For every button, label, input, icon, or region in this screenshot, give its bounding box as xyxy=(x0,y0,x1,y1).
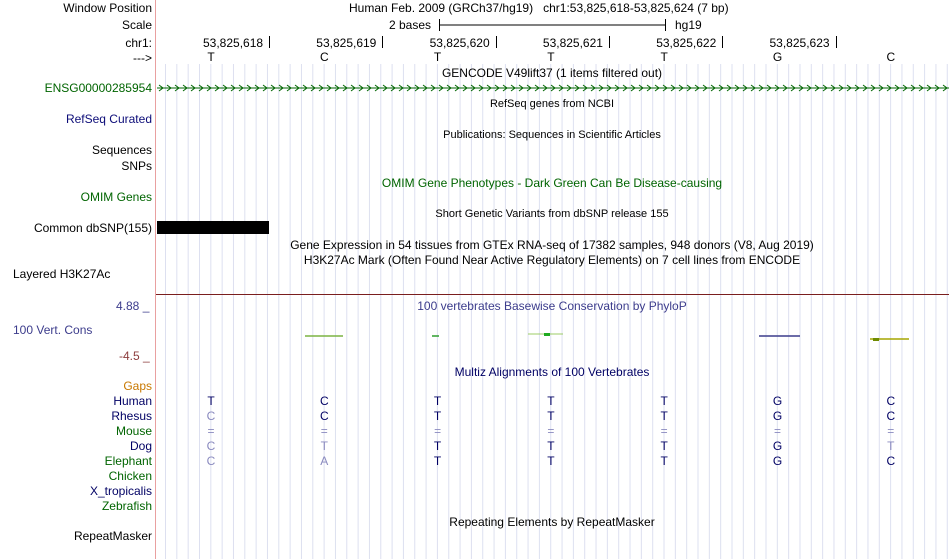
dbsnp-track-label[interactable]: Common dbSNP(155) xyxy=(33,221,152,235)
ruler-position-label: 53,825,623 xyxy=(769,36,830,50)
ruler-position-label: 53,825,618 xyxy=(203,36,264,50)
alignment-base: = xyxy=(320,424,328,438)
gtex-track-title[interactable]: Gene Expression in 54 tissues from GTEx RNA-seq of 17382 samples, 948 donors (V8, Aug 2019) xyxy=(290,238,814,252)
conservation-min-label: -4.5 _ xyxy=(119,349,150,363)
alignment-base: T xyxy=(547,394,555,408)
gencode-gene-label[interactable]: ENSG00000285954 xyxy=(44,81,152,95)
alignment-base: = xyxy=(887,424,895,438)
ruler-position-label: 53,825,622 xyxy=(656,36,717,50)
species-label[interactable]: Elephant xyxy=(104,454,152,468)
chrom-label: chr1: xyxy=(125,36,152,50)
ruler-tick xyxy=(836,36,837,48)
omim-track-label[interactable]: OMIM Genes xyxy=(80,190,152,204)
sequence-base: C xyxy=(319,50,329,64)
scale-bar xyxy=(438,17,668,33)
alignment-base: T xyxy=(660,439,668,453)
alignment-base: T xyxy=(547,409,555,423)
ruler-tick xyxy=(496,36,497,48)
alignment-base: = xyxy=(547,424,555,438)
gaps-label: Gaps xyxy=(123,379,152,393)
h3k27ac-baseline xyxy=(156,294,949,295)
alignment-base: T xyxy=(433,454,442,468)
sequence-base: T xyxy=(547,50,555,64)
sequence-base: T xyxy=(660,50,668,64)
publications-track-title[interactable]: Publications: Sequences in Scientific Articles xyxy=(443,129,661,141)
alignment-base: C xyxy=(886,394,896,408)
alignment-base: T xyxy=(547,454,555,468)
sequence-base: T xyxy=(433,50,442,64)
scale-size: 2 bases xyxy=(389,18,432,32)
strand-arrow-label: ---> xyxy=(133,51,152,65)
gencode-gene-body[interactable] xyxy=(157,81,949,95)
sequence-base: C xyxy=(886,50,896,64)
alignment-base: C xyxy=(206,439,216,453)
sequence-base: T xyxy=(207,50,215,64)
snps-track-label[interactable]: SNPs xyxy=(121,159,152,173)
alignment-base: T xyxy=(547,439,555,453)
conservation-max-label: 4.88 _ xyxy=(116,299,150,313)
omim-track-title[interactable]: OMIM Gene Phenotypes - Dark Green Can Be Disease-causing xyxy=(381,176,723,190)
h3k27ac-track-label[interactable]: Layered H3K27Ac xyxy=(13,267,111,281)
multiz-track-title[interactable]: Multiz Alignments of 100 Vertebrates xyxy=(454,365,650,379)
ruler-tick xyxy=(722,36,723,48)
refseq-track-label[interactable]: RefSeq Curated xyxy=(65,112,152,126)
sequence-base: G xyxy=(772,50,783,64)
sequences-track-label[interactable]: Sequences xyxy=(91,143,152,157)
alignment-base: = xyxy=(660,424,668,438)
species-label[interactable]: Zebrafish xyxy=(101,499,152,513)
alignment-base: G xyxy=(772,409,783,423)
gencode-track-title[interactable]: GENCODE V49lift37 (1 items filtered out) xyxy=(441,66,663,80)
alignment-base: A xyxy=(320,454,329,468)
alignment-base: T xyxy=(887,439,895,453)
alignment-base: = xyxy=(434,424,442,438)
species-label[interactable]: Chicken xyxy=(108,469,152,483)
alignment-base: = xyxy=(207,424,215,438)
species-label[interactable]: X_tropicalis xyxy=(89,484,152,498)
alignment-base: G xyxy=(772,439,783,453)
alignment-base: T xyxy=(207,394,215,408)
dbsnp-variant-bar[interactable] xyxy=(157,221,269,234)
ruler-tick xyxy=(609,36,610,48)
alignment-base: T xyxy=(433,409,442,423)
ruler-position-label: 53,825,621 xyxy=(542,36,603,50)
repeatmasker-track-title[interactable]: Repeating Elements by RepeatMasker xyxy=(449,515,655,529)
species-label[interactable]: Human xyxy=(113,394,152,408)
position-text: Human Feb. 2009 (GRCh37/hg19) chr1:53,825,618-53,825,624 (7 bp) xyxy=(349,1,729,15)
alignment-base: T xyxy=(660,409,668,423)
ruler-tick xyxy=(382,36,383,48)
alignment-base: T xyxy=(660,394,668,408)
alignment-base: C xyxy=(206,454,216,468)
alignment-base: G xyxy=(772,454,783,468)
species-label[interactable]: Rhesus xyxy=(111,409,152,423)
ruler-position-label: 53,825,619 xyxy=(316,36,377,50)
conservation-plot[interactable] xyxy=(157,328,949,344)
alignment-base: C xyxy=(886,454,896,468)
ruler-position-label: 53,825,620 xyxy=(429,36,490,50)
alignment-base: G xyxy=(772,394,783,408)
alignment-base: T xyxy=(433,394,442,408)
conservation-track-label[interactable]: 100 Vert. Cons xyxy=(13,323,93,337)
alignment-base: C xyxy=(319,394,329,408)
repeatmasker-track-label[interactable]: RepeatMasker xyxy=(73,529,152,543)
conservation-track-title[interactable]: 100 vertebrates Basewise Conservation by PhyloP xyxy=(417,299,687,313)
species-label[interactable]: Dog xyxy=(129,439,152,453)
alignment-base: T xyxy=(433,439,442,453)
species-label[interactable]: Mouse xyxy=(115,424,152,438)
alignment-base: T xyxy=(660,454,668,468)
scale-assembly: hg19 xyxy=(675,18,702,32)
alignment-base: = xyxy=(773,424,782,438)
alignment-base: C xyxy=(886,409,896,423)
ruler-tick xyxy=(269,36,270,48)
h3k27ac-track-title[interactable]: H3K27Ac Mark (Often Found Near Active Regulatory Elements) on 7 cell lines from ENCODE xyxy=(303,253,801,267)
dbsnp-track-title[interactable]: Short Genetic Variants from dbSNP release 155 xyxy=(435,208,669,220)
alignment-base: C xyxy=(319,409,329,423)
window-position-label: Window Position xyxy=(63,1,152,15)
scale-label: Scale xyxy=(121,18,152,32)
alignment-base: T xyxy=(320,439,328,453)
alignment-base: C xyxy=(206,409,216,423)
refseq-track-title[interactable]: RefSeq genes from NCBI xyxy=(489,98,615,110)
